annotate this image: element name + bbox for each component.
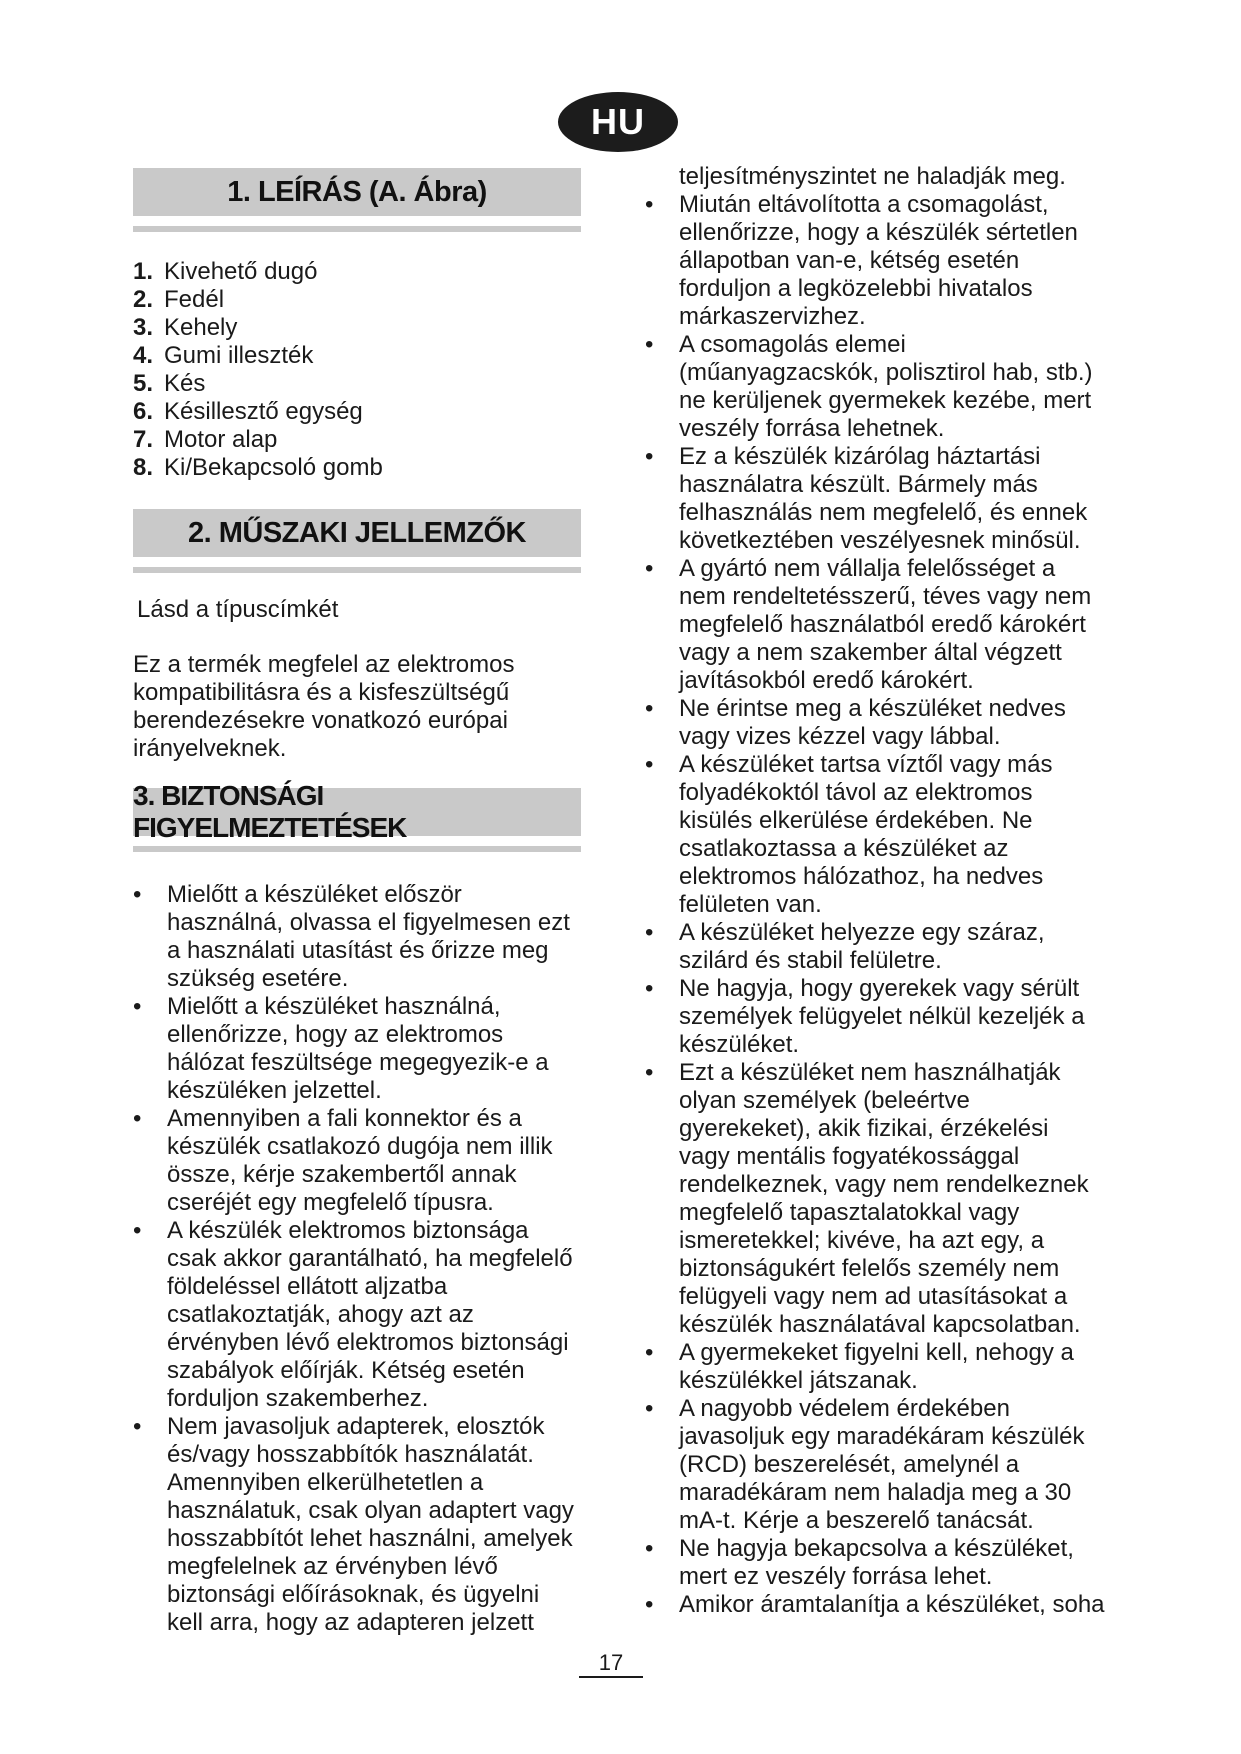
item-text: Ez a készülék kizárólag háztartási használatra készült. Bármely más felhasználás nem megfelelő, és ennek következtében veszélyesnek minősül. bbox=[679, 443, 1088, 554]
bullet-icon: • bbox=[645, 919, 654, 946]
item-text: A készülék elektromos biztonsága csak akkor garantálható, ha megfelelő földeléssel ellátott aljzatba csatlakoztatják, ahogy azt az érvényben lévő elektromos biztonsági szabályok előírják. Kétség esetén forduljon szakemberhez. bbox=[167, 1217, 573, 1412]
list-item bbox=[133, 286, 581, 314]
list-item bbox=[133, 370, 581, 398]
list-item bbox=[133, 1413, 581, 1637]
section-3-heading: 3. BIZTONSÁGI FIGYELMEZTETÉSEK bbox=[133, 788, 581, 836]
bullet-icon: • bbox=[133, 993, 142, 1020]
list-item bbox=[133, 426, 581, 454]
parts-list bbox=[133, 258, 581, 482]
item-number: 7. bbox=[133, 426, 154, 453]
item-text: Ne érintse meg a készüléket nedves vagy vizes kézzel vagy lábbal. bbox=[679, 695, 1066, 750]
bullet-icon: • bbox=[133, 1217, 142, 1244]
list-item bbox=[133, 881, 581, 993]
left-column bbox=[133, 168, 581, 1637]
list-item bbox=[133, 398, 581, 426]
list-item bbox=[133, 314, 581, 342]
item-number: 4. bbox=[133, 342, 154, 369]
list-item bbox=[645, 191, 1105, 331]
list-item bbox=[133, 1105, 581, 1217]
list-item bbox=[645, 555, 1105, 695]
safety-list-right bbox=[645, 191, 1105, 1619]
bullet-icon: • bbox=[645, 1591, 654, 1618]
item-text: Mielőtt a készüléket először használná, olvassa el figyelmesen ezt a használati utasítást és őrizze meg szükség esetére. bbox=[167, 881, 570, 992]
list-item bbox=[645, 919, 1105, 975]
list-item bbox=[645, 975, 1105, 1059]
list-item bbox=[645, 443, 1105, 555]
item-text: Amikor áramtalanítja a készüléket, soha bbox=[679, 1591, 1105, 1618]
list-item bbox=[645, 331, 1105, 443]
section-2-heading: 2. MŰSZAKI JELLEMZŐK bbox=[133, 509, 581, 557]
bullet-icon: • bbox=[645, 1059, 654, 1086]
bullet-icon: • bbox=[133, 881, 142, 908]
item-number: 2. bbox=[133, 286, 154, 313]
list-item bbox=[645, 1535, 1105, 1591]
item-number: 1. bbox=[133, 258, 154, 285]
item-text: Ne hagyja bekapcsolva a készüléket, mert ez veszély forrása lehet. bbox=[679, 1535, 1074, 1590]
bullet-icon: • bbox=[645, 331, 654, 358]
list-item bbox=[645, 1059, 1105, 1339]
list-item bbox=[133, 454, 581, 482]
bullet-icon: • bbox=[645, 1395, 654, 1422]
list-item bbox=[645, 1395, 1105, 1535]
item-text: A készüléket helyezze egy száraz, szilárd és stabil felületre. bbox=[679, 919, 1045, 974]
bullet-icon: • bbox=[645, 1535, 654, 1562]
item-text: A csomagolás elemei (műanyagzacskók, polisztirol hab, stb.) ne kerüljenek gyermekek kezébe, mert veszély forrása lehetnek. bbox=[679, 331, 1093, 442]
safety-list-left bbox=[133, 881, 581, 1637]
item-text: A gyártó nem vállalja felelősséget a nem rendeltetésszerű, téves vagy nem megfelelő használatból eredő károkért vagy a nem szakember által végzett javításokból eredő károkért. bbox=[679, 555, 1092, 694]
list-item bbox=[645, 695, 1105, 751]
section-3-divider bbox=[133, 846, 581, 852]
bullet-icon: • bbox=[645, 443, 654, 470]
continued-text: teljesítményszintet ne haladják meg. bbox=[679, 163, 1066, 190]
section-1-divider bbox=[133, 226, 581, 232]
section-2-divider bbox=[133, 567, 581, 573]
section-1-heading: 1. LEÍRÁS (A. Ábra) bbox=[133, 168, 581, 216]
item-text: Motor alap bbox=[164, 426, 278, 453]
item-text: Kehely bbox=[164, 314, 238, 341]
bullet-icon: • bbox=[645, 975, 654, 1002]
bullet-icon: • bbox=[645, 695, 654, 722]
item-number: 3. bbox=[133, 314, 154, 341]
list-item bbox=[133, 993, 581, 1105]
item-text: Fedél bbox=[164, 286, 225, 313]
item-text: Kés bbox=[164, 370, 206, 397]
item-text: Késillesztő egység bbox=[164, 398, 363, 425]
item-text: Ezt a készüléket nem használhatják olyan személyek (beleértve gyerekeket), akik fizikai, érzékelési vagy mentális fogyatékossággal rendelkeznek, vagy nem rendelkeznek megfelelő tapasztalatokkal vagy ismeretekkel; kivéve, ha azt egy, a biztonságukért felelős személy nem felügyeli vagy nem ad utasításokat a készülék használatával kapcsolatban. bbox=[679, 1059, 1089, 1338]
page-number: 17 bbox=[579, 1650, 643, 1678]
item-text: Gumi illeszték bbox=[164, 342, 314, 369]
item-text: Mielőtt a készüléket használná, ellenőrizze, hogy az elektromos hálózat feszültsége megegyezik-e a készüléken jelzettel. bbox=[167, 993, 549, 1104]
item-text: Ne hagyja, hogy gyerekek vagy sérült személyek felügyelet nélkül kezeljék a készüléket. bbox=[679, 975, 1085, 1058]
list-item bbox=[133, 342, 581, 370]
list-item bbox=[645, 1339, 1105, 1395]
item-number: 6. bbox=[133, 398, 154, 425]
item-text: Miután eltávolította a csomagolást, ellenőrizze, hogy a készülék sértetlen állapotban van-e, kétség esetén forduljon a legközelebbi hivatalos márkaszervizhez. bbox=[679, 191, 1078, 330]
right-column bbox=[645, 163, 1105, 1619]
bullet-icon: • bbox=[645, 751, 654, 778]
item-text: A nagyobb védelem érdekében javasoljuk egy maradékáram készülék (RCD) beszerelését, amelynél a maradékáram nem haladja meg a 30 mA-t. Kérje a beszerelő tanácsát. bbox=[679, 1395, 1085, 1534]
bullet-icon: • bbox=[645, 555, 654, 582]
item-text: Kivehető dugó bbox=[164, 258, 318, 285]
compliance-text: Ez a termék megfelel az elektromos kompatibilitásra és a kisfeszültségű berendezésekre vonatkozó európai irányelveknek. bbox=[133, 651, 515, 762]
bullet-icon: • bbox=[133, 1105, 142, 1132]
item-text: Amennyiben a fali konnektor és a készülék csatlakozó dugója nem illik össze, kérje szakembertől annak cseréjét egy megfelelő típusra. bbox=[167, 1105, 553, 1216]
item-number: 5. bbox=[133, 370, 154, 397]
list-item bbox=[645, 751, 1105, 919]
spec-reference: Lásd a típuscímkét bbox=[137, 596, 339, 623]
item-text: Ki/Bekapcsoló gomb bbox=[164, 454, 383, 481]
item-text: Nem javasoljuk adapterek, elosztók és/vagy hosszabbítók használatát. Amennyiben elkerülhetetlen a használatuk, csak olyan adaptert vagy hosszabbítót lehet használni, amelyek megfelelnek az érvényben lévő biztonsági előírásoknak, és ügyelni kell arra, hogy az adapteren jelzett bbox=[167, 1413, 574, 1636]
item-number: 8. bbox=[133, 454, 154, 481]
item-text: A gyermekeket figyelni kell, nehogy a készülékkel játszanak. bbox=[679, 1339, 1074, 1394]
bullet-icon: • bbox=[133, 1413, 142, 1440]
list-item bbox=[645, 1591, 1105, 1619]
bullet-icon: • bbox=[645, 191, 654, 218]
language-badge: HU bbox=[558, 92, 678, 152]
list-item bbox=[133, 258, 581, 286]
item-text: A készüléket tartsa víztől vagy más folyadékoktól távol az elektromos kisülés elkerülése érdekében. Ne csatlakoztassa a készüléket az elektromos hálózathoz, ha nedves felületen van. bbox=[679, 751, 1053, 918]
bullet-icon: • bbox=[645, 1339, 654, 1366]
list-item bbox=[133, 1217, 581, 1413]
